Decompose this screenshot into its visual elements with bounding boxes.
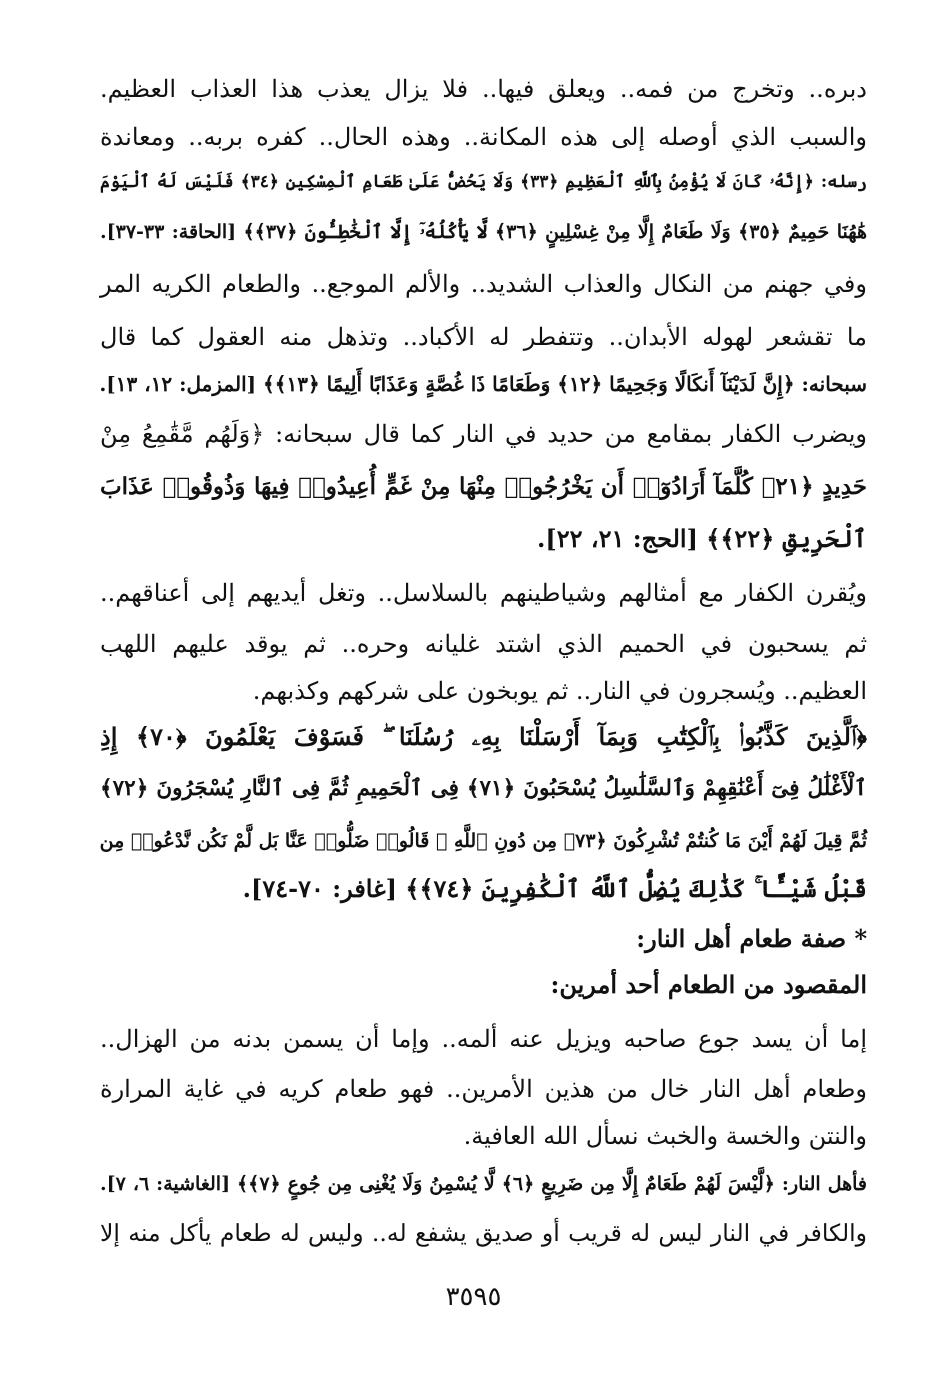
text-line: إما أن يسد جوع صاحبه ويزيل عنه ألمه.. وإما أن يسمن بدنه من الهزال.. (100, 1025, 867, 1053)
section-heading: * صفة طعام أهل النار: (636, 924, 867, 953)
verse-line: هَٰهُنَا حَمِيمٌ ﴿٣٥﴾ وَلَا طَعَامٌ إِلَّا مِنْ غِسْلِينٍ ﴿٣٦﴾ لَّا يَأْكُلُهُۥٓ إِلَّا ٱلْخَٰطِـُٔونَ ﴿٣٧﴾﴾ [الحاقة: ٣٣-٣٧]. (100, 221, 868, 243)
text-line: ويُقرن الكفار مع أمثالهم وشياطينهم بالسلاسل.. وتغل أيديهم إلى أعناقهم.. (100, 579, 867, 607)
text-line: والسبب الذي أوصله إلى هذه المكانة.. وهذه الحال.. كفره بربه.. ومعاندة (100, 123, 867, 151)
text-line: ثم يسحبون في الحميم الذي اشتد غليانه وحره.. ثم يوقد عليهم اللهب (100, 630, 867, 658)
verse-line: قَبْلُ شَيْـًٔا ۚ كَذَٰلِكَ يُضِلُّ ٱللَّهُ ٱلْكَٰفِرِينَ ﴿٧٤﴾﴾ [غافر: ٧٠-٧٤]. (242, 874, 867, 903)
verse-line: ٱلْأَغْلَٰلُ فِىٓ أَعْنَٰقِهِمْ وَٱلسَّلَٰسِلُ يُسْحَبُونَ ﴿٧١﴾ فِى ٱلْحَمِيمِ ثُمَّ فِى ٱلنَّارِ يُسْجَرُونَ ﴿٧٢﴾ (100, 776, 868, 801)
text-line: ويضرب الكفار بمقامع من حديد في النار كما قال سبحانه: ﴿وَلَهُم مَّقَٰمِعُ مِنْ (100, 420, 867, 448)
verse-line: فأهل النار: ﴿لَّيْسَ لَهُمْ طَعَامٌ إِلَّا مِن ضَرِيعٍ ﴿٦﴾ لَّا يُسْمِنُ وَلَا يُغْنِى مِن جُوعٍ ﴿٧﴾﴾ [الغاشية: ٦، ٧]. (100, 1173, 867, 1195)
text-line: وطعام أهل النار خال من هذين الأمرين.. فهو طعام كريه في غاية المرارة (100, 1075, 867, 1103)
text-line: والكافر في النار ليس له قريب أو صديق يشفع له.. وليس له طعام يأكل منه إلا (100, 1219, 867, 1247)
verse-line: حَدِيدٍ ﴿٢١﴾ كُلَّمَآ أَرَادُوٓا۟ أَن يَخْرُجُوا۟ مِنْهَا مِنْ غَمٍّ أُعِيدُوا۟ فِيهَا وَذُوقُوا۟ عَذَابَ (100, 473, 867, 500)
verse-line: ﴿ٱلَّذِينَ كَذَّبُوا۟ بِٱلْكِتَٰبِ وَبِمَآ أَرْسَلْنَا بِهِۦ رُسُلَنَا ۖ فَسَوْفَ يَعْلَمُونَ ﴿٧٠﴾ إِذِ (100, 722, 868, 751)
verse-line: سبحانه: ﴿إِنَّ لَدَيْنَآ أَنكَالًا وَجَحِيمًا ﴿١٢﴾ وَطَعَامًا ذَا غُصَّةٍ وَعَذَابًا أَلِيمًا ﴿١٣﴾﴾ [المزمل: ١٢، ١٣]. (99, 372, 867, 396)
verse-line: ثُمَّ قِيلَ لَهُمْ أَيْنَ مَا كُنتُمْ تُشْرِكُونَ ﴿٧٣﴾ مِن دُونِ ٱللَّهِ ۖ قَالُوا۟ ضَلُّوا۟ عَنَّا بَل لَّمْ نَكُن نَّدْعُوا۟ مِن (99, 830, 867, 852)
text-line: دبره.. وتخرج من فمه.. ويعلق فيها.. فلا يزال يعذب هذا العذاب العظيم. (100, 75, 867, 103)
verse-line: ٱلْحَرِيقِ ﴿٢٢﴾﴾ [الحج: ٢١، ٢٢]. (537, 524, 867, 553)
page-number: ٣٥٩٥ (445, 1282, 502, 1312)
text-line: ما تقشعر لهوله الأبدان.. وتتفطر له الأكباد.. وتذهل منه العقول كما قال (100, 323, 867, 351)
text-line: والنتن والخسة والخبث نسأل الله العافية. (463, 1122, 867, 1150)
text-line: وفي جهنم من النكال والعذاب الشديد.. والألم الموجع.. والطعام الكريه المر (100, 270, 867, 298)
text-line: العظيم.. ويُسجرون في النار.. ثم يوبخون على شركهم وكذبهم. (252, 677, 867, 705)
verse-line: رسله: ﴿إِنَّهُۥ كَانَ لَا يُؤْمِنُ بِٱللَّهِ ٱلْعَظِيمِ ﴿٣٣﴾ وَلَا يَحُضُّ عَلَىٰ طَعَامِ ٱلْمِسْكِينِ ﴿٣٤﴾ فَلَيْسَ لَهُ ٱلْيَوْمَ (100, 172, 868, 192)
subheading: المقصود من الطعام أحد أمرين: (550, 970, 867, 999)
